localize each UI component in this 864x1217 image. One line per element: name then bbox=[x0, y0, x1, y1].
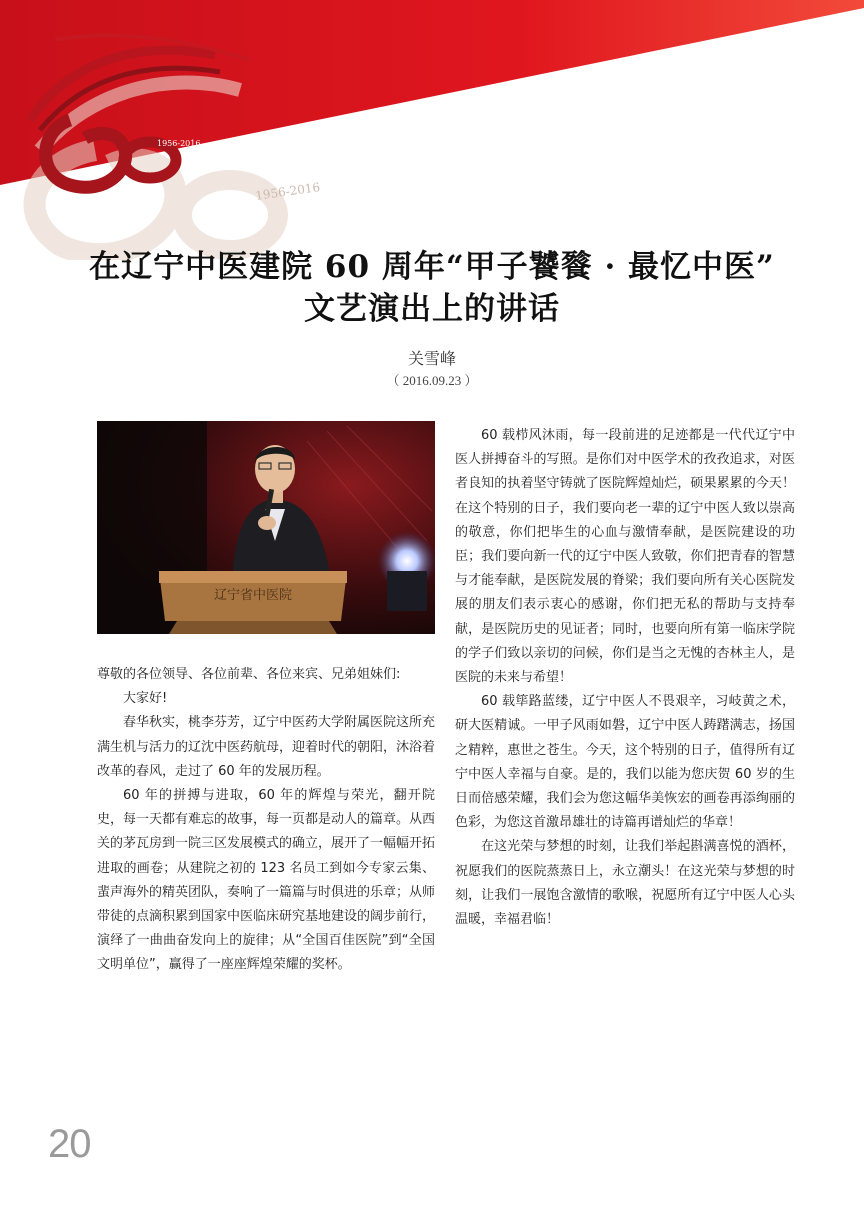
title-line-1: 在辽宁中医建院 60 周年“甲子饕餮 · 最忆中医” bbox=[89, 249, 775, 285]
paragraph: 在这光荣与梦想的时刻，让我们举起斟满喜悦的酒杯，祝愿我们的医院蒸蒸日上，永立潮头！在这光荣与梦想的时刻，让我们一展饱含激情的歌喉，祝愿所有辽宁中医人心头温暖，幸福君临！ bbox=[455, 839, 795, 928]
author-name: 关雪峰 bbox=[407, 349, 456, 368]
paragraph: 60 年的拼搏与进取，60 年的辉煌与荣光，翻开院史，每一天都有难忘的故事，每一页都是动人的篇章。从西关的茅瓦房到一院三区发展模式的确立，展开了一幅幅开拓进取的画卷；从建院之初的 123 名员工到如今专家云集、蜚声海外的精英团队，奏响了一篇篇与时俱进的乐章；从师带徒的点滴积累到国家中医临床研究基地建设的阔步前行，演绎了一曲曲奋发向上的旋律；从“全国百佳医院”到“全国文明单位”，赢得了一座座辉煌荣耀的奖杯。 bbox=[97, 788, 436, 973]
greeting-line: 尊敬的各位领导、各位前辈、各位来宾、兄弟姐妹们: bbox=[97, 667, 401, 682]
logo-years-large: 1956-2016 bbox=[254, 180, 321, 203]
paragraph: 大家好! bbox=[123, 691, 168, 707]
article-title bbox=[0, 246, 864, 330]
left-column bbox=[97, 663, 435, 978]
paragraph: 60 载栉风沐雨，每一段前进的足迹都是一代代辽宁中医人拼搏奋斗的写照。是你们对中医学术的孜孜追求，对医者良知的执着坚守铸就了医院辉煌灿烂，硕果累累的今天！在这个特别的日子，我们要向老一辈的辽宁中医人致以崇高的敬意，你们把毕生的心血与激情奉献，是医院建设的功臣；我们要向新一代的辽宁中医人致敬，你们把青春的智慧与才能奉献，是医院发展的脊梁；我们要向所有关心医院发展的朋友们表示衷心的感谢，你们把无私的帮助与支持奉献，是医院历史的见证者；同时，也要向所有第一临床学院的学子们致以亲切的问候，你们是当之无愧的杏林主人，是医院的未来与希望！ bbox=[455, 428, 795, 686]
speech-date: （ 2016.09.23 ） bbox=[386, 373, 478, 388]
logo-years-small: 1956-2016 bbox=[157, 139, 201, 148]
page-number: 20 bbox=[48, 1122, 91, 1166]
anniversary-banner bbox=[0, 0, 864, 260]
paragraph: 春华秋实，桃李芬芳，辽宁中医药大学附属医院这所充满生机与活力的辽沈中医药航母，迎着时代的朝阳，沐浴着改革的春风，走过了 60 年的发展历程。 bbox=[97, 715, 436, 779]
podium-sign: 辽宁省中医院 bbox=[213, 588, 293, 603]
title-line-2: 文艺演出上的讲话 bbox=[304, 291, 560, 327]
speaker-photo bbox=[97, 421, 435, 634]
right-column bbox=[455, 424, 795, 932]
paragraph: 60 载筚路蓝缕，辽宁中医人不畏艰辛，习岐黄之术，研大医精诚。一甲子风雨如磐，辽宁中医人踌躇满志，扬国之精粹，惠世之苍生。今天，这个特别的日子，值得所有辽宁中医人幸福与自豪。是的，我们以能为您庆贺 60 岁的生日而倍感荣耀，我们会为您这幅华美恢宏的画卷再添绚丽的色彩，为您这首激昂雄壮的诗篇再谱灿烂的华章！ bbox=[455, 694, 795, 831]
podium bbox=[159, 571, 347, 634]
